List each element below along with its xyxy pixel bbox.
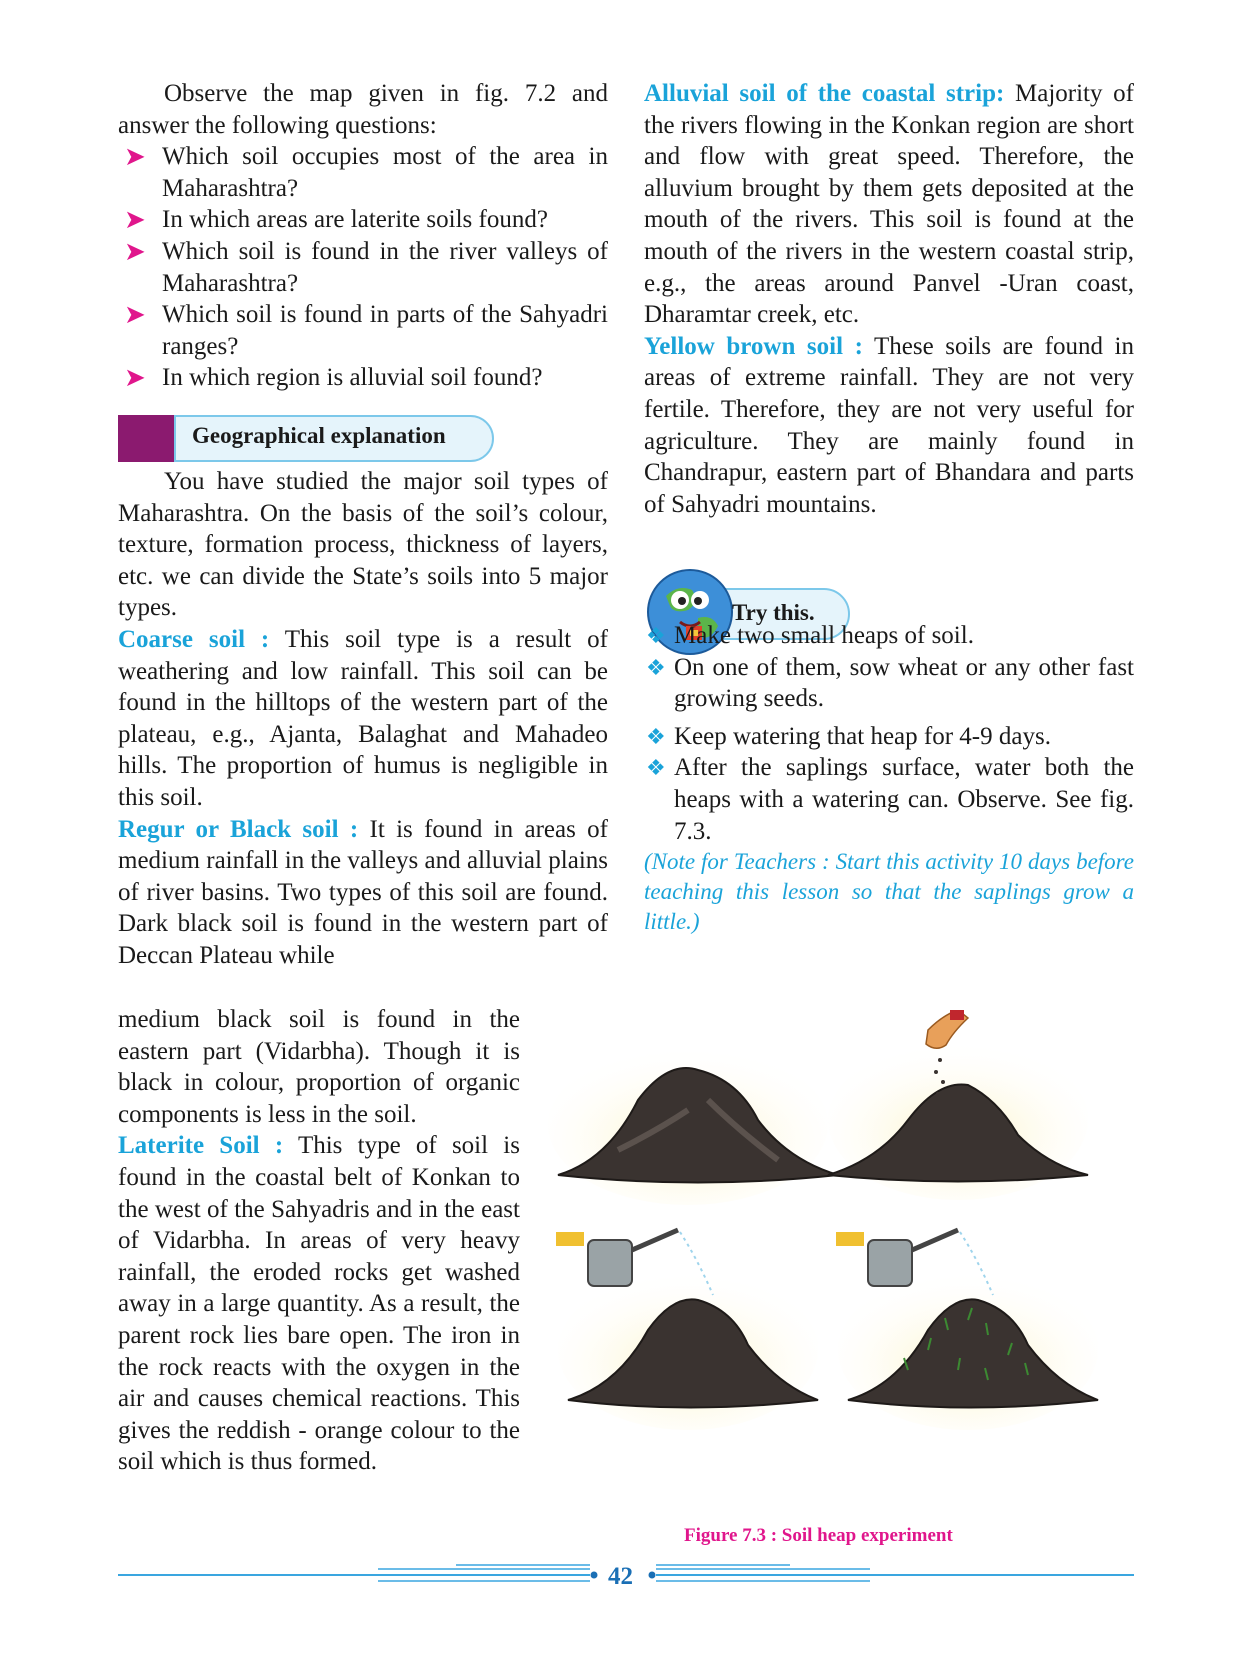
yellow-brown-soil-term: Yellow brown soil :: [644, 332, 863, 360]
teacher-note: (Note for Teachers : Start this activity 10 days before teaching this lesson so that the saplings grow a little.): [644, 849, 1134, 935]
left-column-body: [118, 466, 608, 972]
question-item: ➤ Which soil is found in the river valleys of Maharashtra?: [124, 236, 608, 297]
arrow-bullet-icon: ➤: [124, 142, 146, 172]
arrow-bullet-icon: ➤: [124, 205, 146, 235]
step-item: ❖ On one of them, sow wheat or any other fast growing seeds.: [646, 653, 1134, 713]
arrow-bullet-icon: ➤: [124, 300, 146, 330]
coarse-soil-term: Coarse soil :: [118, 625, 270, 653]
section-heading: Geographical explanation: [192, 423, 446, 448]
diamond-bullet-icon: ❖: [646, 623, 666, 648]
question-item: ➤ Which soil occupies most of the area in Maharashtra?: [124, 142, 608, 202]
diamond-bullet-icon: ❖: [646, 654, 666, 680]
try-this-heading: Try this.: [732, 600, 815, 625]
arrow-bullet-icon: ➤: [124, 236, 146, 266]
coarse-soil-paragraph: Coarse soil : This soil type is a result of weathering and low rainfall. This soil can be found in the hilltops of the western part of the plateau, e.g., Ajanta, Balaghat and Mahadeo hills. The proportion of humus is negligible in this soil.: [118, 625, 609, 811]
left-column-narrow: [118, 1004, 520, 1478]
step-item: ❖ Make two small heaps of soil.: [644, 620, 1134, 652]
right-column: [644, 78, 1134, 520]
laterite-soil-term: Laterite Soil :: [118, 1132, 284, 1160]
section-banner: [118, 415, 493, 462]
step-item: ❖ Keep watering that heap for 4-9 days.: [644, 721, 1134, 753]
question-item: ➤ In which areas are laterite soils found?: [124, 205, 548, 235]
activity-steps: [644, 620, 1134, 937]
arrow-bullet-icon: ➤: [124, 363, 146, 393]
figure-caption: Figure 7.3 : Soil heap experiment: [684, 1525, 953, 1546]
diamond-bullet-icon: ❖: [646, 755, 666, 781]
alluvial-soil-paragraph: Alluvial soil of the coastal strip: Majority of the rivers flowing in the Konkan region are short and flow with great speed. Therefore, the alluvium brought by them gets deposited at the mouth of the rivers. This soil is found at the mouth of the rivers in the western coastal strip, e.g., the areas around Panvel -Uran coast, Dharamtar creek, etc.: [644, 80, 1134, 329]
question-item: ➤ In which region is alluvial soil found?: [124, 363, 543, 393]
page-number: 42: [608, 1563, 633, 1590]
regur-soil-paragraph: Regur or Black soil : It is found in areas of medium rainfall in the valleys and alluvial plains of river basins. Two types of this soil are found. Dark black soil is found in the western part of Deccan Plateau while: [118, 815, 608, 969]
banner-square: [118, 415, 180, 462]
laterite-soil-paragraph: Laterite Soil : This type of soil is found in the coastal belt of Konkan to the west of the Sahyadris and in the east of Vidarbha. In areas of very heavy rainfall, the eroded rocks get washed away in a large quantity. As a result, the parent rock lies bare open. The iron in the rock reacts with the oxygen in the air and causes chemical reactions. This gives the reddish - orange colour to the soil which is thus formed.: [118, 1132, 520, 1476]
yellow-brown-soil-paragraph: Yellow brown soil : These soils are found in areas of extreme rainfall. They are not very fertile. Therefore, they are not very useful for agriculture. They are mainly found in Chandrapur, eastern part of Bhandara and parts of Sahyadri mountains.: [644, 332, 1134, 518]
regur-soil-continued: medium black soil is found in the eastern part (Vidarbha). Though it is black in colour, proportion of organic components is less in the soil.: [118, 1006, 520, 1128]
intro-text: Observe the map given in fig. 7.2 and answer the following questions:: [118, 80, 608, 139]
regur-soil-term: Regur or Black soil :: [118, 815, 359, 843]
alluvial-soil-term: Alluvial soil of the coastal strip:: [644, 80, 1005, 107]
step-item: ❖ After the saplings surface, water both the heaps with a watering can. Observe. See fig. 7.3.: [646, 754, 1134, 845]
left-column: [118, 78, 608, 394]
explanation-text: You have studied the major soil types of Maharashtra. On the basis of the soil’s colour, texture, formation process, thickness of layers, etc. we can divide the State’s soils into 5 major types.: [118, 468, 608, 622]
diamond-bullet-icon: ❖: [646, 723, 666, 749]
soil-heap-illustration: [548, 1010, 1128, 1510]
question-item: ➤ Which soil is found in parts of the Sahyadri ranges?: [124, 300, 608, 360]
